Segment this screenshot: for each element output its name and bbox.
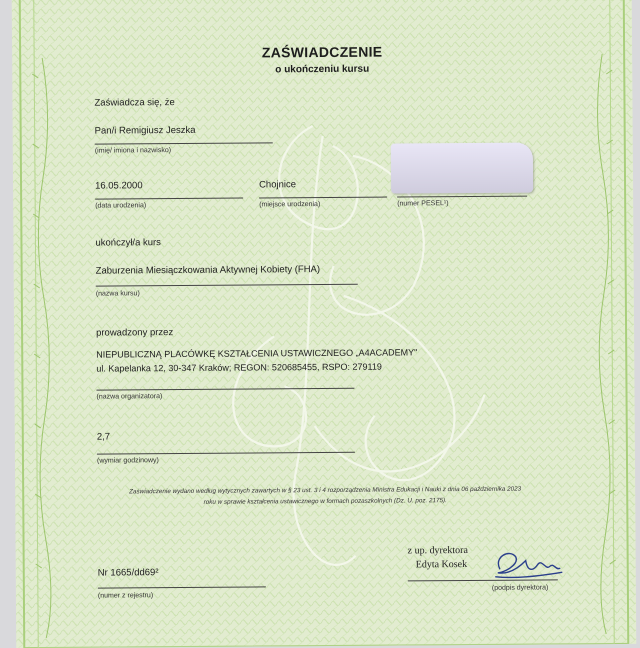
organizer-line2: ul. Kapelanka 12, 30-347 Kraków; REGON: 520685455, RSPO: 279119 bbox=[96, 361, 382, 374]
birth-place: Chojnice bbox=[259, 179, 297, 191]
person-label: (imię/ imiona i nazwisko) bbox=[94, 147, 172, 155]
document-subtitle: o ukończeniu kursu bbox=[275, 63, 370, 76]
completed-text: ukończył/a kurs bbox=[95, 237, 161, 249]
pesel-cover-sticker bbox=[391, 143, 533, 194]
organizer-label: (nazwa organizatora) bbox=[96, 393, 163, 401]
birth-date: 16.05.2000 bbox=[95, 180, 143, 192]
hours-value: 2,7 bbox=[96, 431, 111, 443]
legal-note-line1: Zaświadczenie wydano według wytycznych zawartych w § 23 ust. 3 i 4 rozporządzenia Ministra Edukacji i Nauki z dnia 06 października 2023 bbox=[129, 485, 522, 496]
signature-name: Edyta Kosek bbox=[415, 559, 468, 571]
register-number: Nr 1665/dd69² bbox=[97, 567, 159, 579]
person-name: Pan/i Remigiusz Jeszka bbox=[94, 124, 196, 137]
document-title: ZAŚWIADCZENIE bbox=[261, 43, 383, 61]
signature-role: z up. dyrektora bbox=[407, 545, 468, 557]
hours-label: (wymiar godzinowy) bbox=[96, 457, 159, 465]
pesel-label: (numer PESEL¹) bbox=[397, 200, 449, 208]
course-name: Zaburzenia Miesiączkowania Aktywnej Kobiety (FHA) bbox=[95, 264, 321, 277]
signature-label: (podpis dyrektora) bbox=[491, 584, 549, 592]
legal-note-line2: roku w sprawie kształcenia ustawicznego w formach pozaszkolnych (Dz. U. poz. 2175). bbox=[203, 497, 447, 506]
organizer-line1: NIEPUBLICZNĄ PLACÓWKĘ KSZTAŁCENIA USTAWICZNEGO „A4ACADEMY" bbox=[96, 347, 418, 360]
birth-place-label: (miejsce urodzenia) bbox=[259, 201, 321, 209]
certificate-paper bbox=[12, 0, 637, 648]
register-label: (numer z rejestru) bbox=[97, 592, 154, 600]
course-label: (nazwa kursu) bbox=[95, 290, 140, 298]
birth-date-label: (data urodzenia) bbox=[95, 202, 147, 210]
intro-text: Zaświadcza się, że bbox=[94, 97, 175, 109]
conducted-by-text: prowadzony przez bbox=[96, 327, 174, 339]
